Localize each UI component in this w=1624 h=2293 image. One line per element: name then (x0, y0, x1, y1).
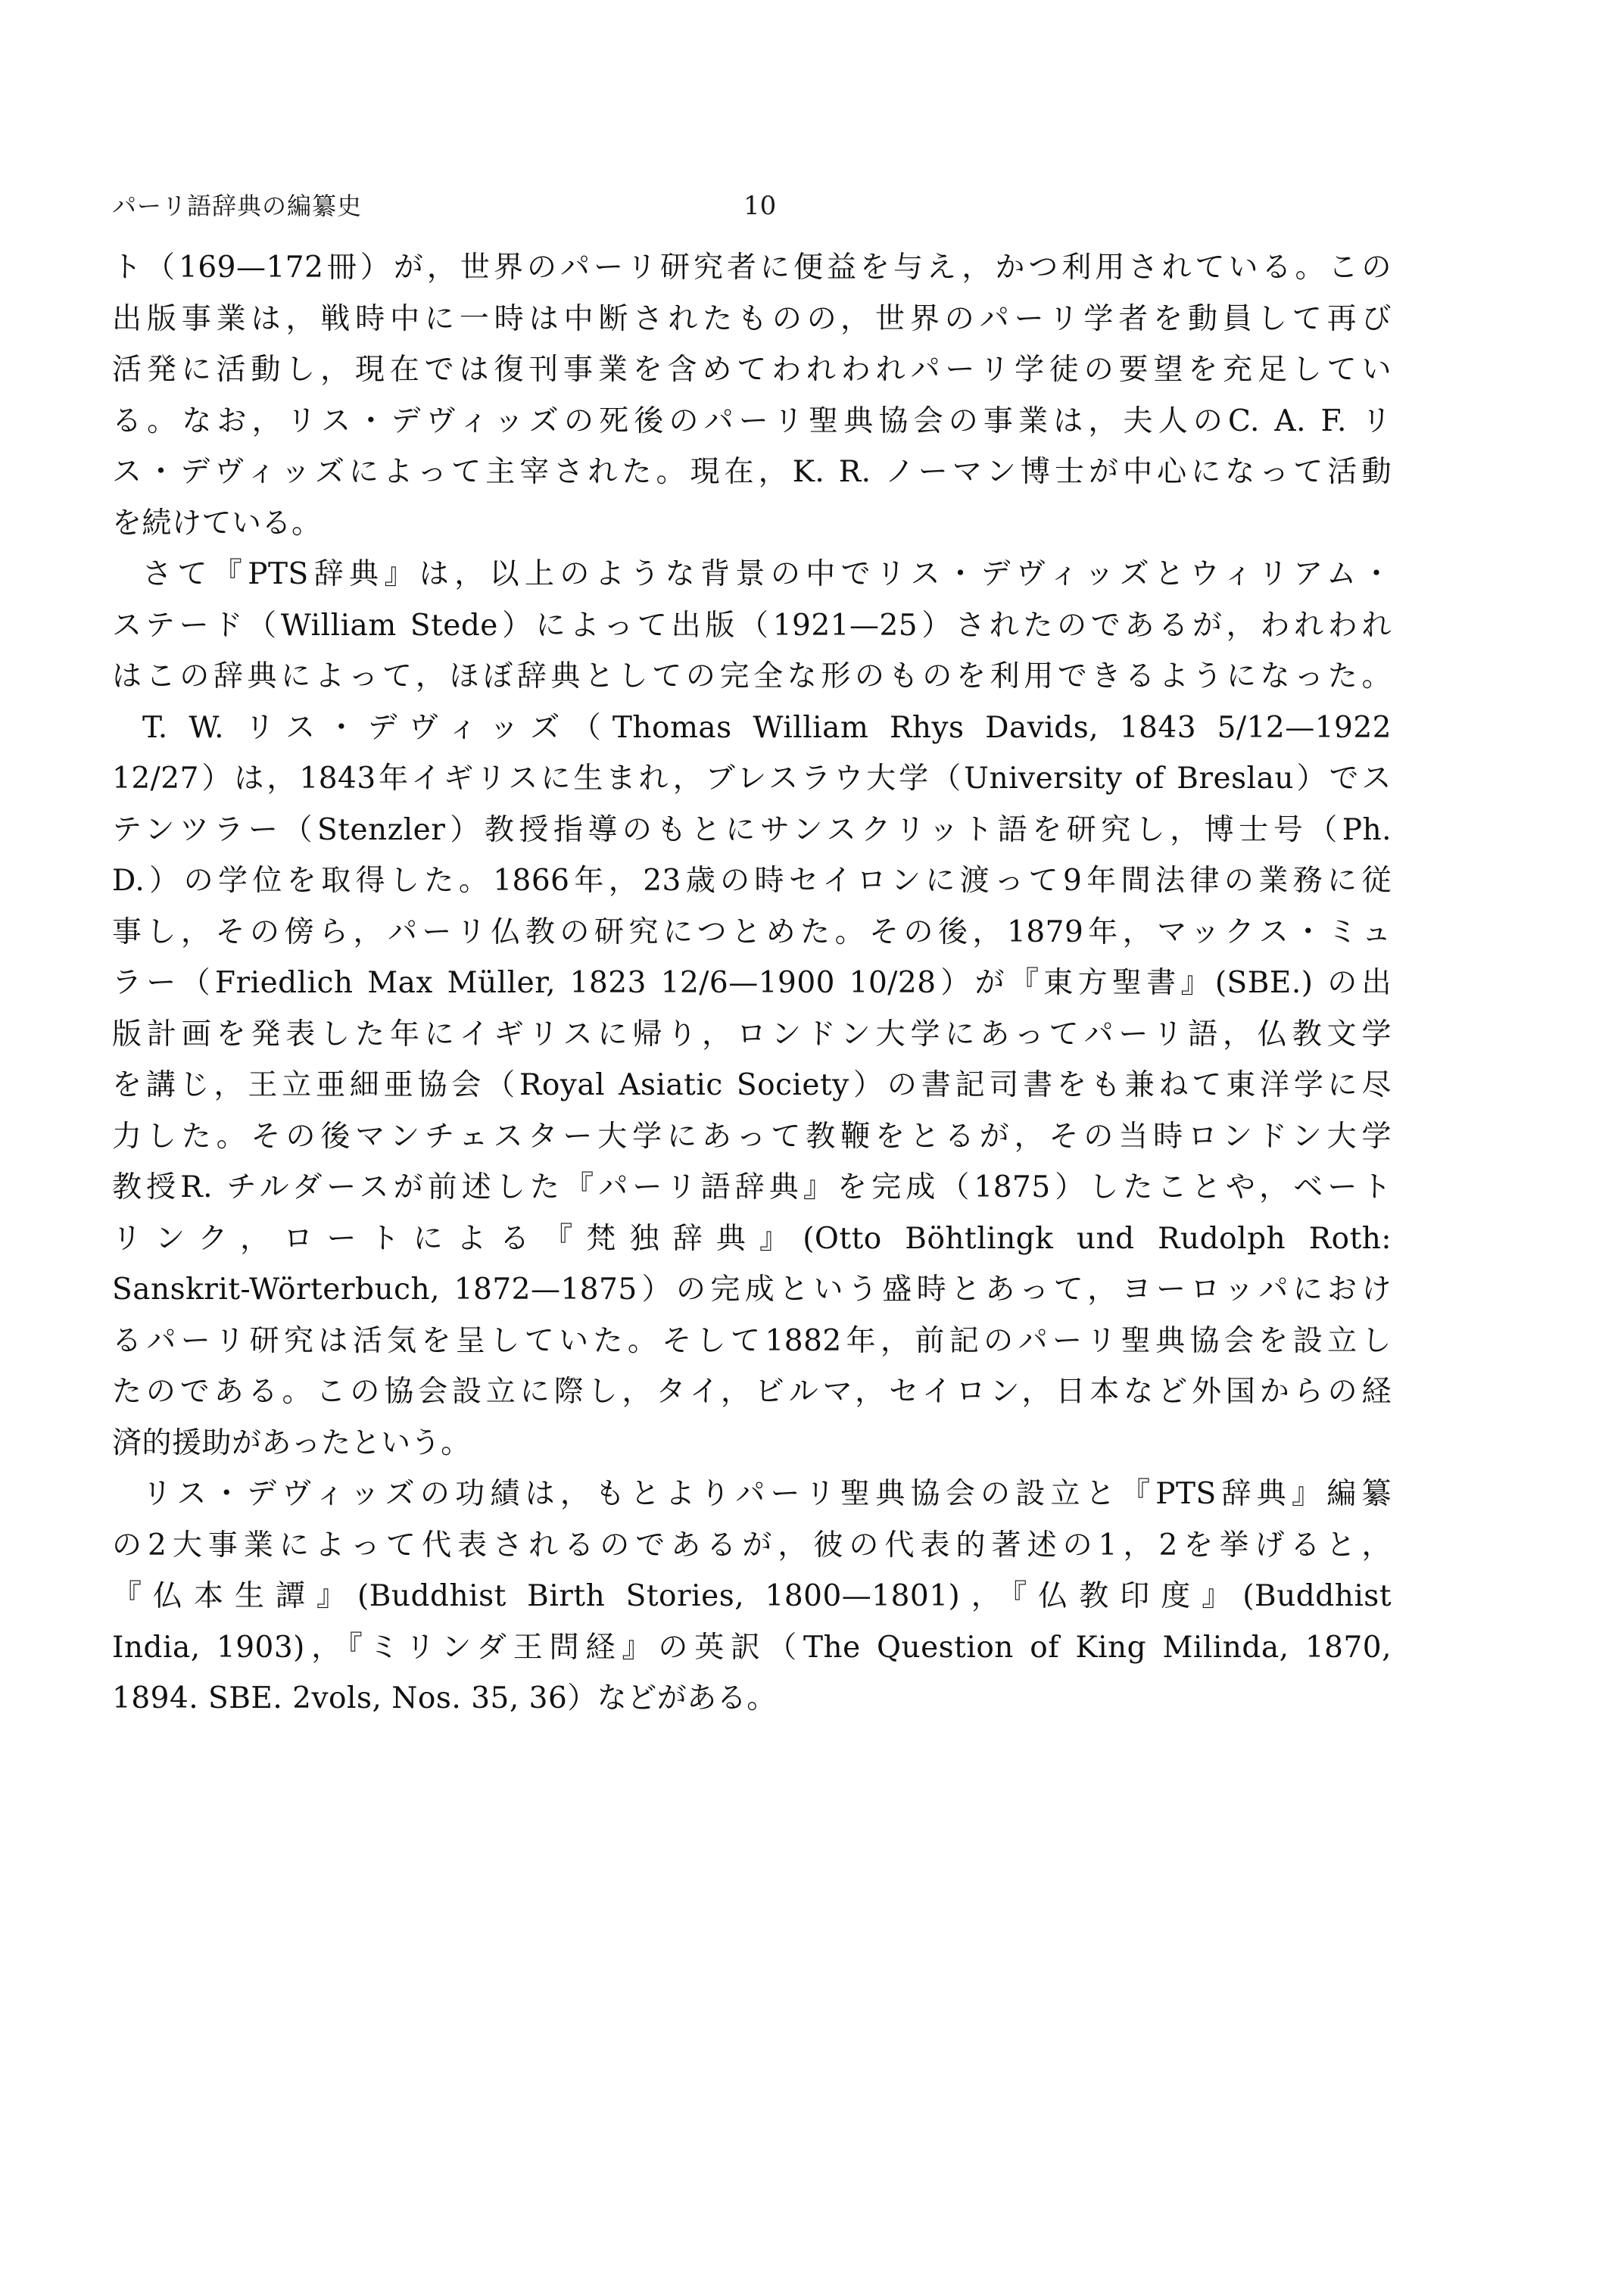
paragraph-rhys-davids-works (112, 1469, 1392, 1724)
text-line: 『仏本生譚』(Buddhist Birth Stories, 1800—1801)，『仏教印度』(Buddhist (112, 1579, 1392, 1613)
text-line: D.）の学位を取得した。1866年，23歳の時セイロンに渡って9年間法律の業務に従 (112, 864, 1392, 898)
text-line: たのである。この協会設立に際し，タイ，ビルマ，セイロン，日本など外国からの経 (112, 1375, 1392, 1409)
text-line: るパーリ研究は活気を呈していた。そして1882年，前記のパーリ聖典協会を設立し (112, 1323, 1392, 1358)
text-line: 出版事業は，戦時中に一時は中断されたものの，世界のパーリ学者を動員して再び (112, 301, 1392, 336)
text-line: はこの辞典によって，ほぼ辞典としての完全な形のものを利用できるようになった。 (112, 659, 1392, 693)
page-number: 10 (743, 191, 777, 221)
text-line: る。なお，リス・デヴィッズの死後のパーリ聖典協会の事業は，夫人のC. A. F. リ (112, 403, 1392, 438)
text-line: 済的援助があったという。 (112, 1425, 471, 1460)
text-line: ラー（Friedlich Max Müller, 1823 12/6—1900 10/28）が『東方聖書』(SBE.) の出 (112, 966, 1392, 1000)
text-line: 版計画を発表した年にイギリスに帰り，ロンドン大学にあってパーリ語，仏教文学 (112, 1017, 1392, 1051)
text-line: リンク，ロートによる『梵独辞典』(Otto Böhtlingk und Rudolph Roth: (112, 1221, 1392, 1256)
paragraph-rhys-davids-biography (112, 703, 1392, 1469)
paragraph-pts-publishing (112, 242, 1392, 549)
body-text (112, 242, 1392, 1724)
text-line: ス・デヴィッズによって主宰された。現在，K. R. ノーマン博士が中心になって活動 (112, 455, 1392, 489)
text-line: 1894. SBE. 2vols, Nos. 35, 36）などがある。 (112, 1681, 777, 1715)
text-line: ト（169—172冊）が，世界のパーリ研究者に便益を与え，かつ利用されている。この (112, 251, 1392, 285)
text-line: Sanskrit-Wörterbuch, 1872—1875）の完成という盛時とあって，ヨーロッパにおけ (112, 1273, 1392, 1307)
text-line: さて『PTS辞典』は，以上のような背景の中でリス・デヴィッズとウィリアム・ (142, 557, 1392, 591)
text-line: T. W. リス・デヴィッズ（Thomas William Rhys Davids, 1843 5/12—1922 (142, 710, 1392, 745)
text-line: テンツラー（Stenzler）教授指導のもとにサンスクリット語を研究し，博士号（Ph. (112, 812, 1392, 847)
text-line: を講じ，王立亜細亜協会（Royal Asiatic Society）の書記司書をも兼ねて東洋学に尽 (112, 1068, 1392, 1102)
running-title: パーリ語辞典の編纂史 (112, 192, 363, 220)
text-line: リス・デヴィッズの功績は，もとよりパーリ聖典協会の設立と『PTS辞典』編纂 (142, 1477, 1392, 1511)
text-line: 事し，その傍ら，パーリ仏教の研究につとめた。その後，1879年，マックス・ミュ (112, 914, 1392, 949)
text-line: 活発に活動し，現在では復刊事業を含めてわれわれパーリ学徒の要望を充足してい (112, 353, 1392, 387)
text-line: を続けている。 (112, 506, 322, 541)
text-line: India, 1903)，『ミリンダ王問経』の英訳（The Question of King Milinda, 1870, (112, 1630, 1392, 1665)
text-line: の2大事業によって代表されるのであるが，彼の代表的著述の1，2を挙げると， (112, 1528, 1392, 1562)
text-line: 力した。その後マンチェスター大学にあって教鞭をとるが，その当時ロンドン大学 (112, 1119, 1392, 1154)
text-line: 教授R. チルダースが前述した『パーリ語辞典』を完成（1875）したことや，ベート (112, 1170, 1392, 1204)
text-line: 12/27）は，1843年イギリスに生まれ，ブレスラウ大学（University of Breslau）でス (112, 762, 1392, 796)
text-line: ステード（William Stede）によって出版（1921—25）されたのであるが，われわれ (112, 608, 1392, 643)
paragraph-pts-dictionary (112, 549, 1392, 703)
